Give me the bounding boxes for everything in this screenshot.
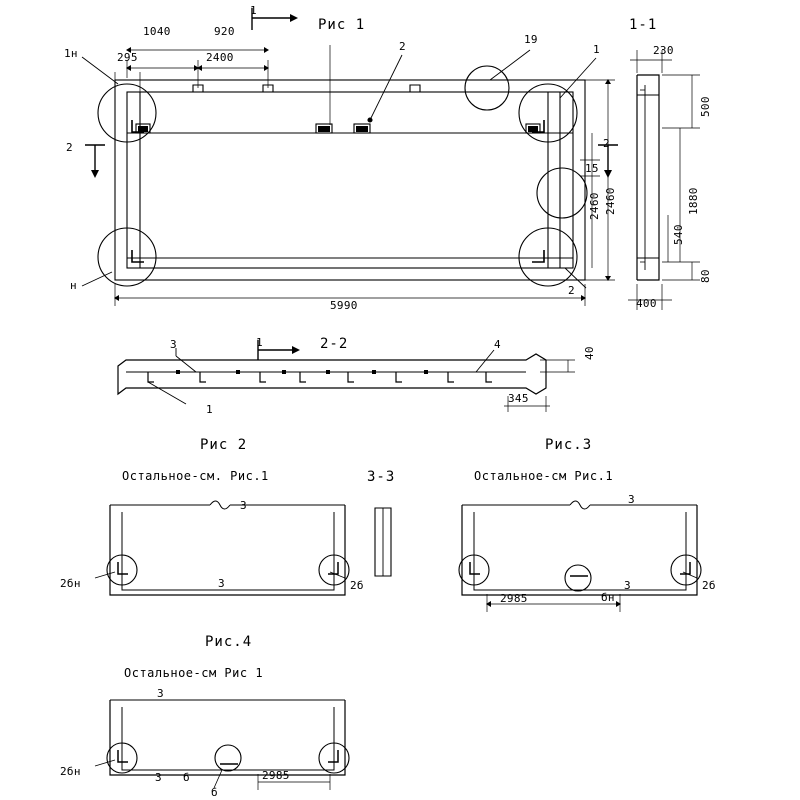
sec22-cut-1: 1 [256, 336, 263, 349]
mark-19: 19 [524, 33, 538, 46]
sec22-mark-3: 3 [170, 338, 177, 351]
fig2-mark-3-top: 3 [240, 499, 247, 512]
dim-2400: 2400 [206, 51, 234, 64]
fig3-mark-3-right: 3 [624, 579, 631, 592]
fig3-mark-bn: бн [601, 591, 615, 604]
fig4-note: Остальное-см Рис 1 [124, 666, 264, 680]
mark-2-top: 2 [399, 40, 406, 53]
fig1-title: Рис 1 [318, 17, 366, 33]
fig3-title: Рис.3 [545, 437, 593, 453]
mark-n: н [70, 279, 77, 292]
section-3-3-title: 3-3 [367, 469, 396, 485]
dim-80: 80 [699, 269, 712, 283]
fig3-mark-3-top: 3 [628, 493, 635, 506]
sec22-mark-1: 1 [206, 403, 213, 416]
dim-400: 400 [636, 297, 657, 310]
fig3-dim-2985: 2985 [500, 592, 528, 605]
fig4-mark-b2: б [211, 786, 218, 799]
sec22-mark-4: 4 [494, 338, 501, 351]
dim-540: 540 [672, 224, 685, 245]
cut-mark-2-right: 2 [603, 137, 610, 150]
fig3-note: Остальное-см Рис.1 [474, 469, 614, 483]
dim-500: 500 [699, 96, 712, 117]
dim-40: 40 [583, 346, 596, 360]
fig2-note: Остальное-см. Рис.1 [122, 469, 269, 483]
fig2-mark-2bn: 2бн [60, 577, 81, 590]
fig4-dim-2985: 2985 [262, 769, 290, 782]
fig4-title: Рис.4 [205, 634, 253, 650]
dim-1040: 1040 [143, 25, 171, 38]
mark-1n: 1н [64, 47, 78, 60]
dim-5990: 5990 [330, 299, 358, 312]
fig2-mark-3-mid: 3 [218, 577, 225, 590]
dim-295: 295 [117, 51, 138, 64]
mark-2-bottom-right: 2 [568, 284, 575, 297]
fig4-mark-3-bottom: 3 [155, 771, 162, 784]
fig4-mark-2bn: 2бн [60, 765, 81, 778]
fig4-mark-b: б [183, 771, 190, 784]
cut-mark-2-left: 2 [66, 141, 73, 154]
fig2-mark-2b: 2б [350, 579, 364, 592]
fig4-mark-3-top: 3 [157, 687, 164, 700]
dim-1880: 1880 [687, 187, 700, 215]
dim-345: 345 [508, 392, 529, 405]
dim-230: 230 [653, 44, 674, 57]
mark-1-right: 1 [593, 43, 600, 56]
section-1-1-title: 1-1 [629, 17, 658, 33]
dim-2460-inner: 2460 [588, 192, 601, 220]
dim-2460-outer: 2460 [604, 187, 617, 215]
dim-15: 15 [585, 162, 599, 175]
fig3-mark-2b: 2б [702, 579, 716, 592]
section-2-2-title: 2-2 [320, 336, 349, 352]
cut-mark-1-top: 1 [250, 4, 257, 17]
dim-920: 920 [214, 25, 235, 38]
fig2-title: Рис 2 [200, 437, 248, 453]
